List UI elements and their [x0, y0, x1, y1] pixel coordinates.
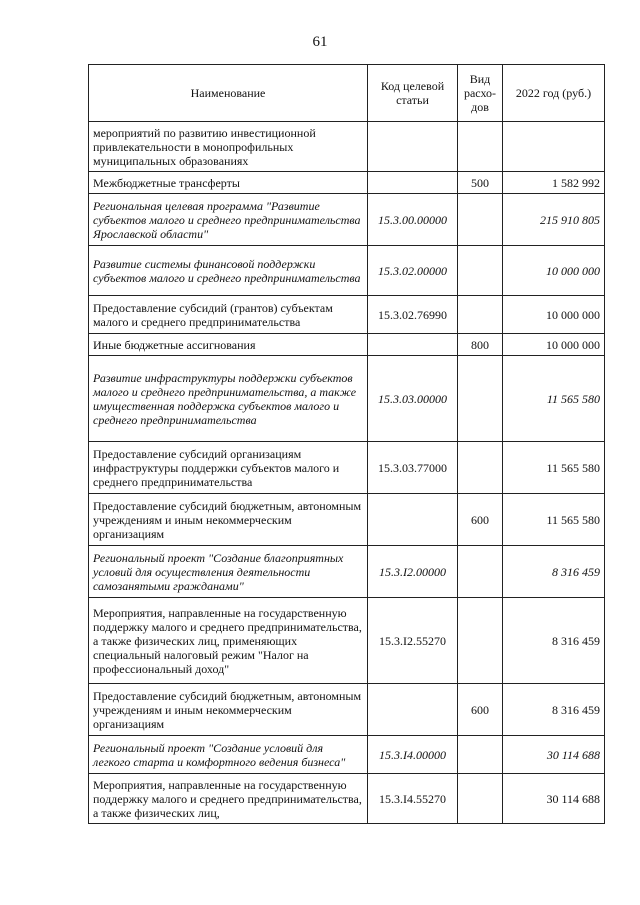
row-name-cell: Развитие инфраструктуры поддержки субъектов малого и среднего предпринимательства, а также имущественная поддержка субъектов малого и среднего предпринимательства: [89, 356, 368, 442]
row-name-cell: Иные бюджетные ассигнования: [89, 334, 368, 356]
row-kind-cell: [458, 122, 503, 172]
table-row: [89, 598, 605, 684]
row-name-cell: Предоставление субсидий организациям инфраструктуры поддержки субъектов малого и среднего предпринимательства: [89, 442, 368, 494]
row-code-cell: [368, 172, 458, 194]
table-row: [89, 356, 605, 442]
header-amount: 2022 год (руб.): [503, 65, 605, 122]
row-code-cell: 15.3.02.76990: [368, 296, 458, 334]
row-amount-cell: 8 316 459: [503, 598, 605, 684]
table-row: [89, 122, 605, 172]
row-amount-cell: 11 565 580: [503, 442, 605, 494]
table-row: [89, 442, 605, 494]
budget-table: [88, 64, 605, 824]
row-kind-cell: [458, 442, 503, 494]
row-name-cell: Мероприятия, направленные на государственную поддержку малого и среднего предпринимательства, а также физических лиц,: [89, 774, 368, 824]
row-code-cell: 15.3.I4.55270: [368, 774, 458, 824]
row-code-cell: 15.3.03.77000: [368, 442, 458, 494]
table-row: [89, 736, 605, 774]
row-kind-cell: 600: [458, 494, 503, 546]
row-name-cell: Региональный проект "Создание благоприятных условий для осуществления деятельности самозанятыми гражданами": [89, 546, 368, 598]
row-code-cell: 15.3.I4.00000: [368, 736, 458, 774]
row-name-cell: Межбюджетные трансферты: [89, 172, 368, 194]
table-row: [89, 494, 605, 546]
row-name-cell: Региональная целевая программа "Развитие субъектов малого и среднего предпринимательства Ярославской области": [89, 194, 368, 246]
row-kind-cell: [458, 246, 503, 296]
row-code-cell: [368, 122, 458, 172]
row-kind-cell: [458, 296, 503, 334]
row-code-cell: [368, 684, 458, 736]
row-kind-cell: [458, 774, 503, 824]
table-row: [89, 546, 605, 598]
row-kind-cell: 600: [458, 684, 503, 736]
table-header-row: [89, 65, 605, 122]
row-kind-cell: 800: [458, 334, 503, 356]
row-amount-cell: 215 910 805: [503, 194, 605, 246]
table-row: [89, 334, 605, 356]
table-row: [89, 774, 605, 824]
table-row: [89, 296, 605, 334]
row-name-cell: Предоставление субсидий бюджетным, автономным учреждениям и иным некоммерческим организациям: [89, 684, 368, 736]
row-kind-cell: 500: [458, 172, 503, 194]
row-code-cell: 15.3.I2.00000: [368, 546, 458, 598]
header-name: Наименование: [89, 65, 368, 122]
row-amount-cell: 30 114 688: [503, 736, 605, 774]
row-name-cell: Предоставление субсидий (грантов) субъектам малого и среднего предпринимательства: [89, 296, 368, 334]
row-amount-cell: 8 316 459: [503, 684, 605, 736]
row-amount-cell: 8 316 459: [503, 546, 605, 598]
row-amount-cell: 10 000 000: [503, 334, 605, 356]
header-kind: Вид расхо-дов: [458, 65, 503, 122]
row-amount-cell: 10 000 000: [503, 296, 605, 334]
row-name-cell: Предоставление субсидий бюджетным, автономным учреждениям и иным некоммерческим организациям: [89, 494, 368, 546]
row-name-cell: Развитие системы финансовой поддержки субъектов малого и среднего предпринимательства: [89, 246, 368, 296]
table-row: [89, 246, 605, 296]
row-code-cell: [368, 334, 458, 356]
row-kind-cell: [458, 356, 503, 442]
row-kind-cell: [458, 736, 503, 774]
row-kind-cell: [458, 598, 503, 684]
table-row: [89, 194, 605, 246]
row-code-cell: [368, 494, 458, 546]
row-name-cell: Региональный проект "Создание условий для легкого старта и комфортного ведения бизнеса": [89, 736, 368, 774]
row-code-cell: 15.3.I2.55270: [368, 598, 458, 684]
page-number: 61: [312, 34, 328, 50]
header-code: Код целевой статьи: [368, 65, 458, 122]
row-kind-cell: [458, 546, 503, 598]
row-amount-cell: 11 565 580: [503, 356, 605, 442]
row-amount-cell: [503, 122, 605, 172]
row-name-cell: Мероприятия, направленные на государственную поддержку малого и среднего предпринимательства, а также физических лиц, применяющих специальный налоговый режим "Налог на профессиональный доход": [89, 598, 368, 684]
row-name-cell: мероприятий по развитию инвестиционной привлекательности в монопрофильных муниципальных образованиях: [89, 122, 368, 172]
row-amount-cell: 30 114 688: [503, 774, 605, 824]
row-amount-cell: 1 582 992: [503, 172, 605, 194]
table-row: [89, 684, 605, 736]
row-code-cell: 15.3.00.00000: [368, 194, 458, 246]
row-amount-cell: 10 000 000: [503, 246, 605, 296]
row-code-cell: 15.3.03.00000: [368, 356, 458, 442]
row-kind-cell: [458, 194, 503, 246]
table-row: [89, 172, 605, 194]
row-code-cell: 15.3.02.00000: [368, 246, 458, 296]
row-amount-cell: 11 565 580: [503, 494, 605, 546]
